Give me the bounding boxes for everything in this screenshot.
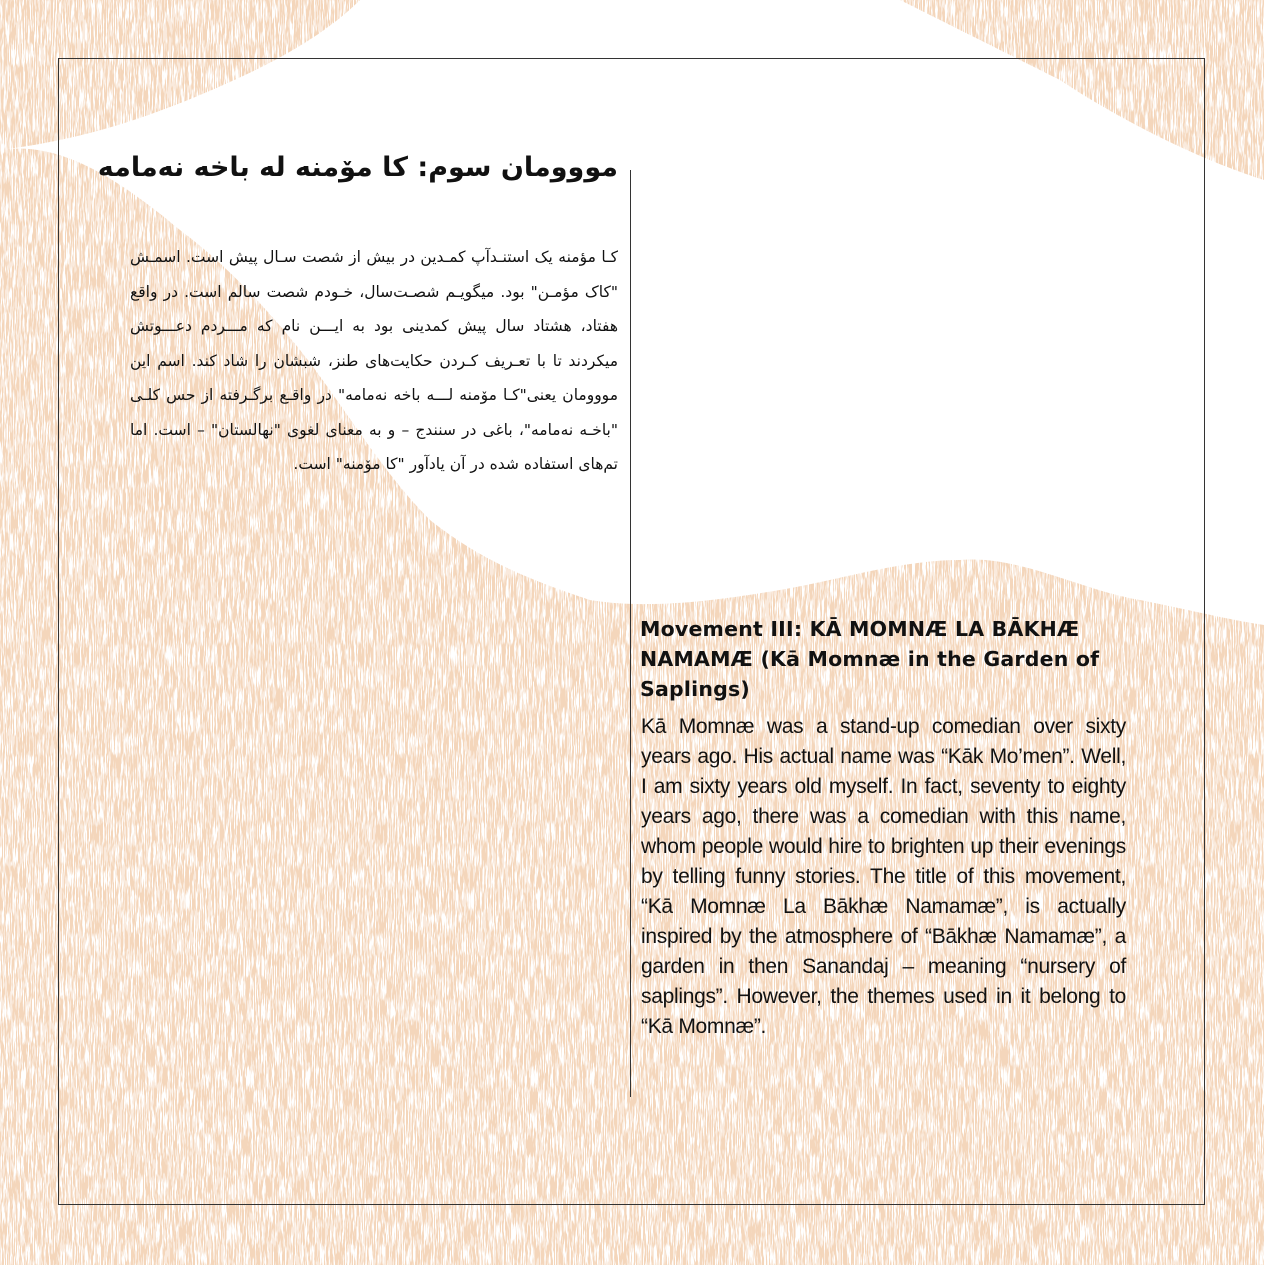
english-body: Kā Momnæ was a stand-up comedian over sixty years ago. His actual name was “Kāk Mo’men”. Well, I am sixty years old myself. In fact, seventy to eighty years ago, there was a comedian with this name, whom people would hire to brighten up their evenings by telling funny stories. The title of this movement, “Kā Momnæ La Bākhæ Namamæ”, is actually inspired by the atmosphere of “Bākhæ Namamæ”, a garden in then Sanandaj – meaning “nursery of saplings”. However, the themes used in it belong to “Kā Momnæ”. [641,715,1126,1038]
column-divider [630,170,631,1097]
persian-title: مووومان سوم: کا مۆمنه له باخه نه‌مامه [97,152,618,183]
english-title: Movement III: KĀ MOMNÆ LA BĀKHÆ NAMAMÆ (Kā Momnæ in the Garden of Saplings) [640,617,1100,701]
persian-body: کـا مؤمنه یک استنـدآپ کمـدین در بیش از شصت سـال پیش است. اسمـش "کاک مؤمـن" بود. میگویـم شصـت‌سال، خـودم شصت سالم است. در واقع هفتاد، هشتاد سال پیش کمدینی بود به ایـــن نام که مـــردم دعـــوتش میکردند تا با تعـریف کـردن حکایت‌های طنز، شبشان را شاد کند. اسم این مووومان یعنی"کـا مۆمنه لـــه باخه نه‌مامه" در واقـع برگـرفته از حس کلـی "باخـه نه‌مامه"، باغی در سنندج – و به معنای لغوی "نهالستان" – است. اما تم‌های استفاده شده در آن یادآور "کا مۆمنه" است. [130,248,618,473]
